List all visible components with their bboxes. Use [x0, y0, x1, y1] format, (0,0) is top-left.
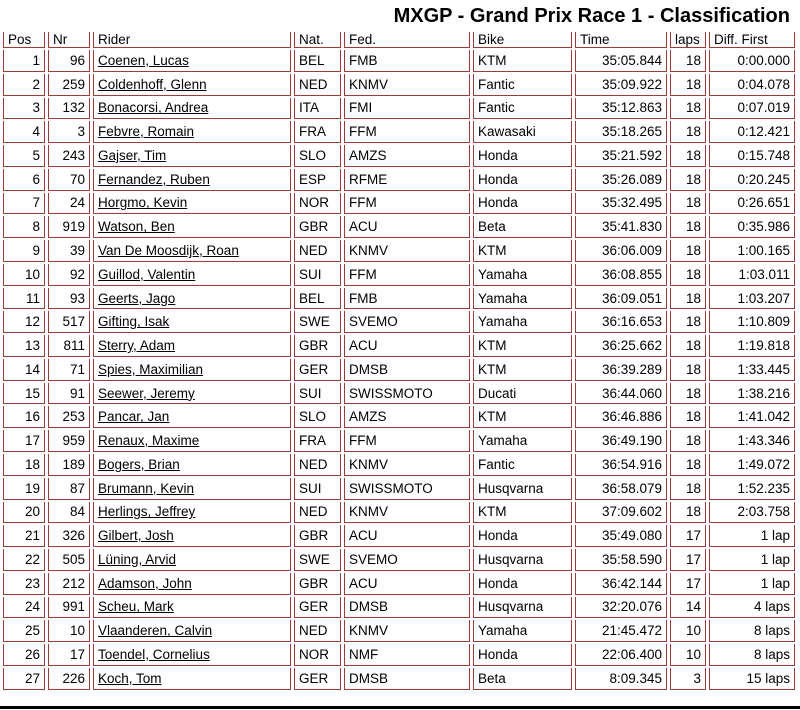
cell-time: 35:05.844 — [575, 50, 667, 72]
cell-pos: 8 — [3, 216, 45, 238]
cell-fed: RFME — [344, 169, 470, 191]
table-row — [3, 74, 795, 96]
cell-diff: 0:26.651 — [709, 193, 795, 215]
cell-nr: 919 — [48, 216, 90, 238]
table-row — [3, 502, 795, 524]
cell-nat: BEL — [294, 50, 341, 72]
cell-time: 35:26.089 — [575, 169, 667, 191]
cell-laps: 18 — [670, 240, 706, 262]
cell-fed: SWISSMOTO — [344, 478, 470, 500]
table-row — [3, 264, 795, 286]
cell-nat: NOR — [294, 193, 341, 215]
cell-bike: Fantic — [473, 454, 572, 476]
header-row — [3, 32, 795, 48]
table-row — [3, 406, 795, 428]
cell-rider[interactable]: Koch, Tom — [93, 668, 291, 690]
cell-nr: 87 — [48, 478, 90, 500]
cell-laps: 18 — [670, 288, 706, 310]
cell-pos: 13 — [3, 335, 45, 357]
cell-laps: 10 — [670, 620, 706, 642]
cell-rider[interactable]: Bogers, Brian — [93, 454, 291, 476]
cell-laps: 18 — [670, 430, 706, 452]
cell-diff: 0:15.748 — [709, 145, 795, 167]
cell-pos: 2 — [3, 74, 45, 96]
cell-rider[interactable]: Horgmo, Kevin — [93, 193, 291, 215]
cell-nat: ITA — [294, 98, 341, 120]
cell-pos: 24 — [3, 597, 45, 619]
cell-pos: 15 — [3, 383, 45, 405]
cell-bike: Husqvarna — [473, 549, 572, 571]
cell-nat: NED — [294, 454, 341, 476]
cell-nr: 132 — [48, 98, 90, 120]
cell-bike: Yamaha — [473, 288, 572, 310]
cell-diff: 8 laps — [709, 620, 795, 642]
bottom-rule — [0, 706, 800, 709]
cell-time: 36:39.289 — [575, 359, 667, 381]
cell-nat: SWE — [294, 311, 341, 333]
cell-laps: 17 — [670, 525, 706, 547]
cell-diff: 15 laps — [709, 668, 795, 690]
cell-time: 35:58.590 — [575, 549, 667, 571]
table-row — [3, 620, 795, 642]
table-row — [3, 145, 795, 167]
cell-pos: 5 — [3, 145, 45, 167]
cell-nat: SLO — [294, 406, 341, 428]
cell-time: 36:46.886 — [575, 406, 667, 428]
header-cell-rider: Rider — [93, 32, 291, 48]
cell-time: 36:54.916 — [575, 454, 667, 476]
cell-bike: Ducati — [473, 383, 572, 405]
cell-nat: FRA — [294, 121, 341, 143]
cell-diff: 8 laps — [709, 644, 795, 666]
cell-bike: Yamaha — [473, 430, 572, 452]
table-row — [3, 121, 795, 143]
cell-laps: 18 — [670, 121, 706, 143]
cell-fed: SVEMO — [344, 311, 470, 333]
table-row — [3, 454, 795, 476]
cell-nat: SUI — [294, 264, 341, 286]
cell-fed: SVEMO — [344, 549, 470, 571]
cell-laps: 18 — [670, 169, 706, 191]
cell-bike: KTM — [473, 502, 572, 524]
cell-nat: GBR — [294, 525, 341, 547]
cell-nr: 10 — [48, 620, 90, 642]
cell-nat: SUI — [294, 478, 341, 500]
cell-time: 22:06.400 — [575, 644, 667, 666]
cell-rider[interactable]: Gajser, Tim — [93, 145, 291, 167]
cell-fed: KNMV — [344, 502, 470, 524]
cell-fed: ACU — [344, 525, 470, 547]
cell-time: 35:09.922 — [575, 74, 667, 96]
cell-rider[interactable]: Bonacorsi, Andrea — [93, 98, 291, 120]
header-cell-nr: Nr — [48, 32, 90, 48]
cell-time: 36:16.653 — [575, 311, 667, 333]
cell-time: 36:49.190 — [575, 430, 667, 452]
cell-rider[interactable]: Coldenhoff, Glenn — [93, 74, 291, 96]
cell-diff: 1 lap — [709, 549, 795, 571]
cell-bike: Fantic — [473, 74, 572, 96]
cell-bike: Fantic — [473, 98, 572, 120]
cell-time: 36:58.079 — [575, 478, 667, 500]
cell-laps: 18 — [670, 98, 706, 120]
cell-laps: 17 — [670, 549, 706, 571]
cell-pos: 7 — [3, 193, 45, 215]
cell-time: 36:44.060 — [575, 383, 667, 405]
cell-nat: GER — [294, 359, 341, 381]
cell-rider[interactable]: Adamson, John — [93, 573, 291, 595]
cell-rider[interactable]: Renaux, Maxime — [93, 430, 291, 452]
header-cell-nat: Nat. — [294, 32, 341, 48]
cell-rider[interactable]: Sterry, Adam — [93, 335, 291, 357]
cell-pos: 22 — [3, 549, 45, 571]
cell-laps: 18 — [670, 311, 706, 333]
cell-laps: 18 — [670, 478, 706, 500]
cell-laps: 18 — [670, 264, 706, 286]
cell-laps: 18 — [670, 216, 706, 238]
cell-rider[interactable]: Vlaanderen, Calvin — [93, 620, 291, 642]
cell-laps: 18 — [670, 335, 706, 357]
table-row — [3, 668, 795, 690]
cell-rider[interactable]: Febvre, Romain — [93, 121, 291, 143]
cell-pos: 4 — [3, 121, 45, 143]
cell-rider[interactable]: Watson, Ben — [93, 216, 291, 238]
cell-diff: 1:10.809 — [709, 311, 795, 333]
cell-bike: KTM — [473, 359, 572, 381]
cell-pos: 3 — [3, 98, 45, 120]
cell-pos: 19 — [3, 478, 45, 500]
cell-fed: KNMV — [344, 454, 470, 476]
cell-diff: 0:35.986 — [709, 216, 795, 238]
cell-bike: KTM — [473, 335, 572, 357]
cell-bike: Husqvarna — [473, 597, 572, 619]
cell-diff: 1:49.072 — [709, 454, 795, 476]
table-row — [3, 311, 795, 333]
cell-diff: 4 laps — [709, 597, 795, 619]
table-row — [3, 288, 795, 310]
cell-bike: Honda — [473, 193, 572, 215]
cell-time: 35:32.495 — [575, 193, 667, 215]
cell-nat: GER — [294, 668, 341, 690]
cell-nat: GER — [294, 597, 341, 619]
cell-diff: 0:07.019 — [709, 98, 795, 120]
cell-diff: 1 lap — [709, 525, 795, 547]
cell-laps: 18 — [670, 454, 706, 476]
table-row — [3, 169, 795, 191]
cell-bike: Honda — [473, 644, 572, 666]
table-row — [3, 430, 795, 452]
cell-time: 36:25.662 — [575, 335, 667, 357]
cell-fed: ACU — [344, 573, 470, 595]
table-row — [3, 98, 795, 120]
cell-fed: KNMV — [344, 240, 470, 262]
cell-diff: 2:03.758 — [709, 502, 795, 524]
cell-rider[interactable]: Coenen, Lucas — [93, 50, 291, 72]
cell-nr: 326 — [48, 525, 90, 547]
cell-bike: KTM — [473, 50, 572, 72]
cell-nr: 91 — [48, 383, 90, 405]
header-cell-laps: laps — [670, 32, 706, 48]
cell-bike: Yamaha — [473, 620, 572, 642]
cell-nat: SLO — [294, 145, 341, 167]
results-tbody — [3, 50, 795, 690]
cell-pos: 14 — [3, 359, 45, 381]
cell-nat: NOR — [294, 644, 341, 666]
cell-time: 8:09.345 — [575, 668, 667, 690]
cell-nr: 811 — [48, 335, 90, 357]
cell-laps: 18 — [670, 502, 706, 524]
cell-nr: 3 — [48, 121, 90, 143]
cell-pos: 26 — [3, 644, 45, 666]
cell-laps: 10 — [670, 644, 706, 666]
cell-nr: 84 — [48, 502, 90, 524]
cell-laps: 18 — [670, 193, 706, 215]
cell-nr: 189 — [48, 454, 90, 476]
cell-pos: 23 — [3, 573, 45, 595]
cell-diff: 1:03.011 — [709, 264, 795, 286]
cell-laps: 17 — [670, 573, 706, 595]
cell-fed: KNMV — [344, 620, 470, 642]
cell-laps: 18 — [670, 383, 706, 405]
cell-nat: FRA — [294, 430, 341, 452]
cell-fed: NMF — [344, 644, 470, 666]
cell-time: 21:45.472 — [575, 620, 667, 642]
header-cell-time: Time — [575, 32, 667, 48]
header-cell-diff-first: Diff. First — [709, 32, 795, 48]
cell-fed: ACU — [344, 335, 470, 357]
cell-nr: 243 — [48, 145, 90, 167]
cell-time: 37:09.602 — [575, 502, 667, 524]
header-cell-pos: Pos — [3, 32, 45, 48]
cell-nat: NED — [294, 74, 341, 96]
cell-pos: 20 — [3, 502, 45, 524]
cell-pos: 27 — [3, 668, 45, 690]
cell-pos: 1 — [3, 50, 45, 72]
cell-nr: 505 — [48, 549, 90, 571]
cell-laps: 14 — [670, 597, 706, 619]
cell-bike: Beta — [473, 216, 572, 238]
table-row — [3, 335, 795, 357]
cell-fed: AMZS — [344, 406, 470, 428]
cell-pos: 17 — [3, 430, 45, 452]
cell-diff: 0:00.000 — [709, 50, 795, 72]
cell-pos: 9 — [3, 240, 45, 262]
cell-fed: KNMV — [344, 74, 470, 96]
cell-diff: 0:20.245 — [709, 169, 795, 191]
cell-fed: FMB — [344, 288, 470, 310]
table-row — [3, 383, 795, 405]
cell-diff: 1:19.818 — [709, 335, 795, 357]
table-row — [3, 525, 795, 547]
cell-fed: SWISSMOTO — [344, 383, 470, 405]
cell-pos: 16 — [3, 406, 45, 428]
cell-fed: FMI — [344, 98, 470, 120]
page-title: MXGP - Grand Prix Race 1 - Classification — [393, 5, 790, 27]
cell-fed: DMSB — [344, 668, 470, 690]
cell-time: 35:49.080 — [575, 525, 667, 547]
cell-rider[interactable]: Guillod, Valentin — [93, 264, 291, 286]
header-cell-fed: Fed. — [344, 32, 470, 48]
cell-pos: 18 — [3, 454, 45, 476]
cell-nr: 96 — [48, 50, 90, 72]
cell-nat: GBR — [294, 573, 341, 595]
cell-rider[interactable]: Lüning, Arvid — [93, 549, 291, 571]
cell-nat: GBR — [294, 335, 341, 357]
cell-nr: 991 — [48, 597, 90, 619]
header-cell-bike: Bike — [473, 32, 572, 48]
cell-nr: 39 — [48, 240, 90, 262]
cell-nr: 92 — [48, 264, 90, 286]
cell-rider[interactable]: Herlings, Jeffrey — [93, 502, 291, 524]
cell-nr: 226 — [48, 668, 90, 690]
cell-pos: 12 — [3, 311, 45, 333]
cell-diff: 1:52.235 — [709, 478, 795, 500]
cell-nr: 17 — [48, 644, 90, 666]
cell-diff: 1:43.346 — [709, 430, 795, 452]
cell-fed: AMZS — [344, 145, 470, 167]
table-row — [3, 216, 795, 238]
cell-time: 35:12.863 — [575, 98, 667, 120]
cell-bike: Honda — [473, 525, 572, 547]
cell-bike: Honda — [473, 573, 572, 595]
cell-nat: GBR — [294, 216, 341, 238]
cell-nr: 259 — [48, 74, 90, 96]
cell-laps: 18 — [670, 406, 706, 428]
cell-bike: KTM — [473, 240, 572, 262]
table-row — [3, 50, 795, 72]
cell-bike: Yamaha — [473, 264, 572, 286]
cell-nr: 959 — [48, 430, 90, 452]
cell-rider[interactable]: Spies, Maximilian — [93, 359, 291, 381]
cell-fed: ACU — [344, 216, 470, 238]
cell-rider[interactable]: Fernandez, Ruben — [93, 169, 291, 191]
cell-fed: DMSB — [344, 597, 470, 619]
cell-pos: 21 — [3, 525, 45, 547]
cell-rider[interactable]: Gilbert, Josh — [93, 525, 291, 547]
cell-nat: ESP — [294, 169, 341, 191]
cell-bike: Husqvarna — [473, 478, 572, 500]
cell-diff: 1:00.165 — [709, 240, 795, 262]
cell-bike: Honda — [473, 145, 572, 167]
cell-pos: 10 — [3, 264, 45, 286]
cell-time: 35:21.592 — [575, 145, 667, 167]
cell-laps: 18 — [670, 359, 706, 381]
cell-fed: FFM — [344, 264, 470, 286]
cell-bike: Honda — [473, 169, 572, 191]
results-table — [0, 30, 798, 692]
cell-nat: NED — [294, 620, 341, 642]
cell-time: 36:08.855 — [575, 264, 667, 286]
cell-laps: 3 — [670, 668, 706, 690]
cell-laps: 18 — [670, 145, 706, 167]
cell-nr: 93 — [48, 288, 90, 310]
table-row — [3, 573, 795, 595]
cell-laps: 18 — [670, 50, 706, 72]
table-row — [3, 644, 795, 666]
table-row — [3, 549, 795, 571]
cell-fed: FFM — [344, 430, 470, 452]
cell-rider[interactable]: Gifting, Isak — [93, 311, 291, 333]
table-row — [3, 478, 795, 500]
cell-nat: BEL — [294, 288, 341, 310]
cell-rider[interactable]: Scheu, Mark — [93, 597, 291, 619]
cell-nr: 24 — [48, 193, 90, 215]
table-row — [3, 359, 795, 381]
cell-nr: 71 — [48, 359, 90, 381]
cell-rider[interactable]: Brumann, Kevin — [93, 478, 291, 500]
cell-pos: 6 — [3, 169, 45, 191]
cell-time: 32:20.076 — [575, 597, 667, 619]
cell-bike: Kawasaki — [473, 121, 572, 143]
cell-fed: DMSB — [344, 359, 470, 381]
cell-bike: Beta — [473, 668, 572, 690]
cell-rider[interactable]: Toendel, Cornelius — [93, 644, 291, 666]
table-row — [3, 240, 795, 262]
cell-time: 35:18.265 — [575, 121, 667, 143]
cell-nat: NED — [294, 502, 341, 524]
cell-time: 36:09.051 — [575, 288, 667, 310]
cell-diff: 1:33.445 — [709, 359, 795, 381]
cell-time: 36:42.144 — [575, 573, 667, 595]
cell-nat: SUI — [294, 383, 341, 405]
cell-nat: NED — [294, 240, 341, 262]
cell-diff: 0:12.421 — [709, 121, 795, 143]
cell-nr: 212 — [48, 573, 90, 595]
cell-bike: Yamaha — [473, 311, 572, 333]
cell-fed: FFM — [344, 121, 470, 143]
cell-pos: 25 — [3, 620, 45, 642]
table-row — [3, 193, 795, 215]
cell-fed: FFM — [344, 193, 470, 215]
cell-diff: 1 lap — [709, 573, 795, 595]
cell-diff: 1:41.042 — [709, 406, 795, 428]
cell-diff: 1:38.216 — [709, 383, 795, 405]
cell-bike: KTM — [473, 406, 572, 428]
cell-nr: 70 — [48, 169, 90, 191]
cell-rider[interactable]: Geerts, Jago — [93, 288, 291, 310]
cell-rider[interactable]: Seewer, Jeremy — [93, 383, 291, 405]
cell-nr: 253 — [48, 406, 90, 428]
cell-diff: 1:03.207 — [709, 288, 795, 310]
cell-rider[interactable]: Pancar, Jan — [93, 406, 291, 428]
table-row — [3, 597, 795, 619]
cell-nr: 517 — [48, 311, 90, 333]
cell-diff: 0:04.078 — [709, 74, 795, 96]
cell-pos: 11 — [3, 288, 45, 310]
cell-time: 35:41.830 — [575, 216, 667, 238]
cell-laps: 18 — [670, 74, 706, 96]
cell-nat: SWE — [294, 549, 341, 571]
cell-fed: FMB — [344, 50, 470, 72]
cell-time: 36:06.009 — [575, 240, 667, 262]
cell-rider[interactable]: Van De Moosdijk, Roan — [93, 240, 291, 262]
